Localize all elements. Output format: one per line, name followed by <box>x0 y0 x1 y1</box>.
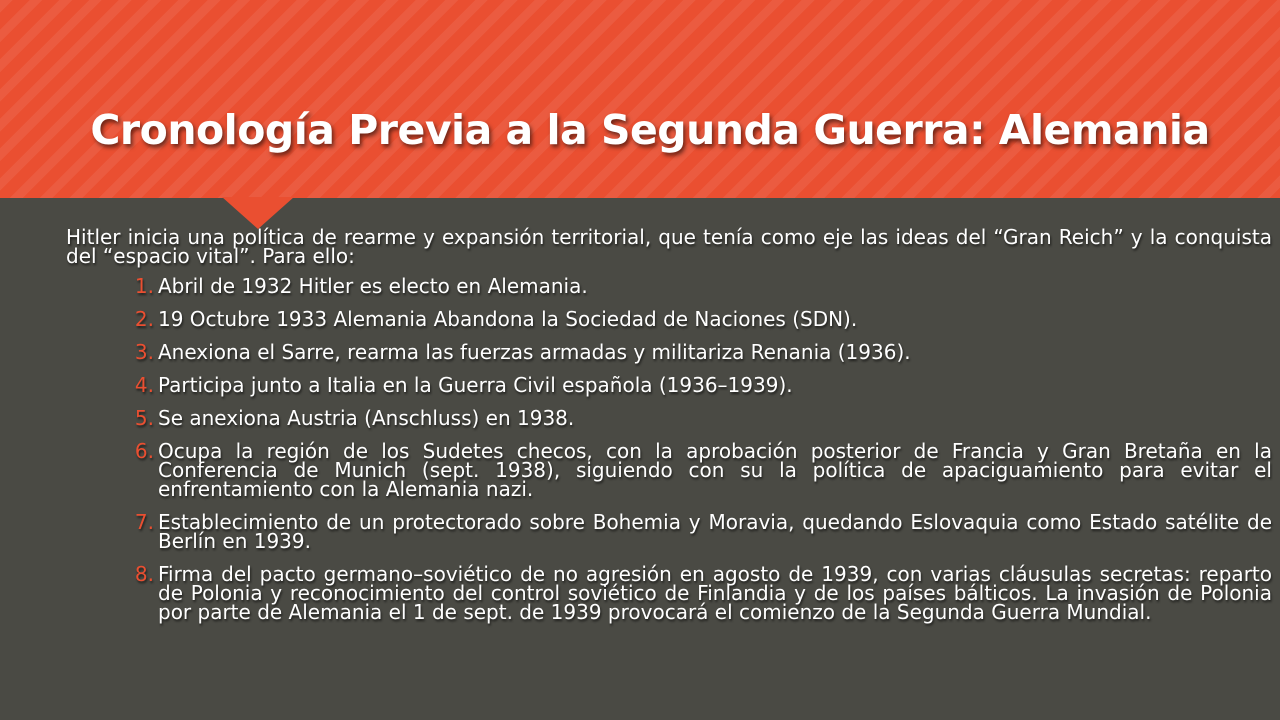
list-item-number: 3. <box>134 340 154 364</box>
list-item-number: 1. <box>134 274 154 298</box>
list-item-number: 2. <box>134 307 154 331</box>
slide-title: Cronología Previa a la Segunda Guerra: Alemania <box>90 106 1210 154</box>
list-item-number: 5. <box>134 406 154 430</box>
intro-paragraph: Hitler inicia una política de rearme y expansión territorial, que tenía como eje las ideas del “Gran Reich” y la conquista del “espacio vital”. Para ello: <box>66 225 1272 268</box>
list-item-text: Anexiona el Sarre, rearma las fuerzas armadas y militariza Renania (1936). <box>158 340 911 364</box>
list-item-text: Participa junto a Italia en la Guerra Civil española (1936–1939). <box>158 373 793 397</box>
list-item-text: Abril de 1932 Hitler es electo en Alemania. <box>158 274 588 298</box>
list-item <box>134 340 1272 364</box>
list-item-number: 4. <box>134 373 154 397</box>
list-item <box>134 373 1272 397</box>
list-item-text: Ocupa la región de los Sudetes checos, con la aprobación posterior de Francia y Gran Bretaña en la Conferencia de Munich (sept. 1938), siguiendo con su la política de apaciguamiento para evitar el enfrentamiento con la Alemania nazi. <box>158 439 1272 501</box>
list-item-text: Se anexiona Austria (Anschluss) en 1938. <box>158 406 575 430</box>
title-banner <box>0 0 1280 198</box>
list-item <box>134 439 1272 501</box>
list-item-number: 6. <box>134 439 154 463</box>
numbered-list <box>66 274 1272 624</box>
list-item-text: 19 Octubre 1933 Alemania Abandona la Sociedad de Naciones (SDN). <box>158 307 858 331</box>
list-item <box>134 562 1272 624</box>
list-item <box>134 274 1272 298</box>
list-item-text: Establecimiento de un protectorado sobre Bohemia y Moravia, quedando Eslovaquia como Estado satélite de Berlín en 1939. <box>158 510 1272 553</box>
list-item <box>134 406 1272 430</box>
list-item <box>134 510 1272 553</box>
list-item-number: 7. <box>134 510 154 534</box>
list-item <box>134 307 1272 331</box>
list-item-text: Firma del pacto germano–soviético de no agresión en agosto de 1939, con varias cláusulas secretas: reparto de Polonia y reconocimiento del control soviético de Finlandia y de los países bálticos. La invasión de Polonia por parte de Alemania el 1 de sept. de 1939 provocará el comienzo de la Segunda Guerra Mundial. <box>158 562 1272 624</box>
slide-body <box>66 225 1272 636</box>
list-item-number: 8. <box>134 562 154 586</box>
